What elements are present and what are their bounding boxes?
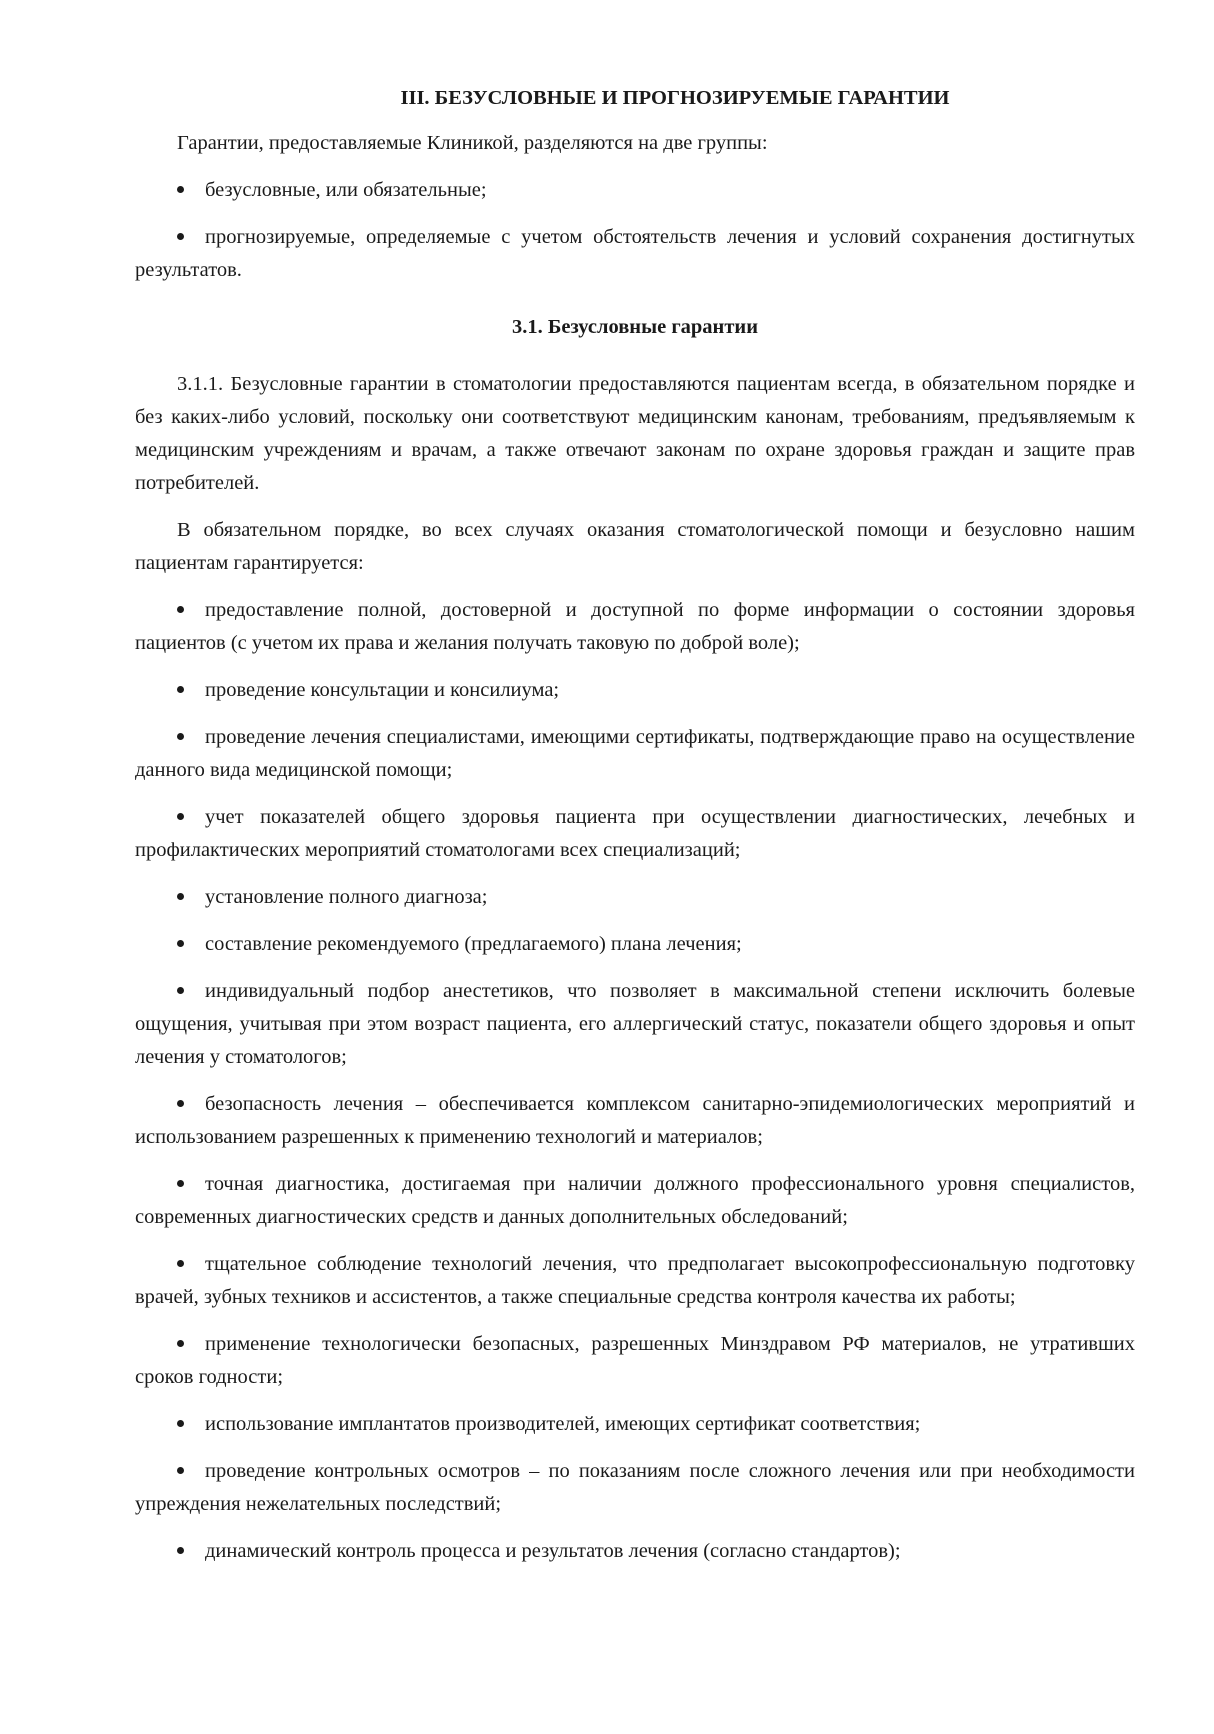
list-item-text: индивидуальный подбор анестетиков, что позволяет в максимальной степени исключить болевые ощущения, учитывая при этом возраст пациента, его аллергический статус, показатели общего здоровья и опыт лечения у стоматологов; xyxy=(135,980,1135,1068)
list-item xyxy=(135,1535,1135,1568)
bullet-icon xyxy=(177,928,205,961)
bullet-icon xyxy=(177,1088,205,1121)
list-item-text: использование имплантатов производителей, имеющих сертификат соответствия; xyxy=(205,1413,921,1435)
section-intro: Гарантии, предоставляемые Клиникой, разделяются на две группы: xyxy=(177,132,768,154)
bullet-icon xyxy=(177,1455,205,1488)
list-item xyxy=(135,594,1135,660)
paragraph: В обязательном порядке, во всех случаях оказания стоматологической помощи и безусловно нашим пациентам гарантируется: xyxy=(135,519,1135,574)
list-item xyxy=(135,1328,1135,1394)
paragraph: 3.1.1. Безусловные гарантии в стоматологии предоставляются пациентам всегда, в обязательном порядке и без каких-либо условий, поскольку они соответствуют медицинским канонам, требованиям, предъявляемым к медицинским учреждениям и врачам, а также отвечают законам по охране здоровья граждан и защите прав потребителей. xyxy=(135,373,1135,494)
bullet-icon xyxy=(177,1328,205,1361)
list-item xyxy=(135,975,1135,1074)
bullet-icon xyxy=(177,174,205,207)
page-content xyxy=(135,82,1135,1582)
list-item-text: безопасность лечения – обеспечивается комплексом санитарно-эпидемиологических мероприятий и использованием разрешенных к применению технологий и материалов; xyxy=(135,1093,1135,1148)
list-item-text: составление рекомендуемого (предлагаемого) плана лечения; xyxy=(205,933,742,955)
bullet-icon xyxy=(177,801,205,834)
list-item xyxy=(135,1168,1135,1234)
section-title: III. БЕЗУСЛОВНЫЕ И ПРОГНОЗИРУЕМЫЕ ГАРАНТИИ xyxy=(400,87,950,109)
list-item xyxy=(135,221,1135,287)
list-item-text: безусловные, или обязательные; xyxy=(205,179,487,201)
list-item-text: установление полного диагноза; xyxy=(205,886,488,908)
list-item xyxy=(135,881,1135,914)
list-item xyxy=(135,721,1135,787)
list-item-text: учет показателей общего здоровья пациента при осуществлении диагностических, лечебных и профилактических мероприятий стоматологами всех специализаций; xyxy=(135,806,1135,861)
subsection-title: 3.1. Безусловные гарантии xyxy=(511,316,759,338)
list-item-text: проведение консультации и консилиума; xyxy=(205,679,560,701)
list-item-text: предоставление полной, достоверной и доступной по форме информации о состоянии здоровья пациентов (с учетом их права и желания получать таковую по доброй воле); xyxy=(135,599,1135,654)
bullet-icon xyxy=(177,1168,205,1201)
bullet-icon xyxy=(177,674,205,707)
list-item-text: тщательное соблюдение технологий лечения, что предполагает высокопрофессиональную подготовку врачей, зубных техников и ассистентов, а также специальные средства контроля качества их работы; xyxy=(135,1253,1135,1308)
bullet-icon xyxy=(177,221,205,254)
list-item xyxy=(135,1455,1135,1521)
bullet-icon xyxy=(177,594,205,627)
bullet-icon xyxy=(177,1408,205,1441)
bullet-icon xyxy=(177,881,205,914)
list-item xyxy=(135,1408,1135,1441)
bullet-icon xyxy=(177,975,205,1008)
list-item-text: точная диагностика, достигаемая при наличии должного профессионального уровня специалистов, современных диагностических средств и данных дополнительных обследований; xyxy=(135,1173,1135,1228)
list-item xyxy=(135,801,1135,867)
list-item-text: проведение контрольных осмотров – по показаниям после сложного лечения или при необходимости упреждения нежелательных последствий; xyxy=(135,1460,1135,1515)
list-item-text: прогнозируемые, определяемые с учетом обстоятельств лечения и условий сохранения достигнутых результатов. xyxy=(135,226,1135,281)
list-item-text: динамический контроль процесса и результатов лечения (согласно стандартов); xyxy=(205,1540,901,1562)
list-item xyxy=(135,674,1135,707)
bullet-icon xyxy=(177,1535,205,1568)
list-item xyxy=(135,174,1135,207)
bullet-icon xyxy=(177,721,205,754)
list-item-text: проведение лечения специалистами, имеющими сертификаты, подтверждающие право на осуществление данного вида медицинской помощи; xyxy=(135,726,1135,781)
bullet-icon xyxy=(177,1248,205,1281)
list-item xyxy=(135,928,1135,961)
list-item xyxy=(135,1088,1135,1154)
list-item-text: применение технологически безопасных, разрешенных Минздравом РФ материалов, не утративших сроков годности; xyxy=(135,1333,1135,1388)
list-item xyxy=(135,1248,1135,1314)
